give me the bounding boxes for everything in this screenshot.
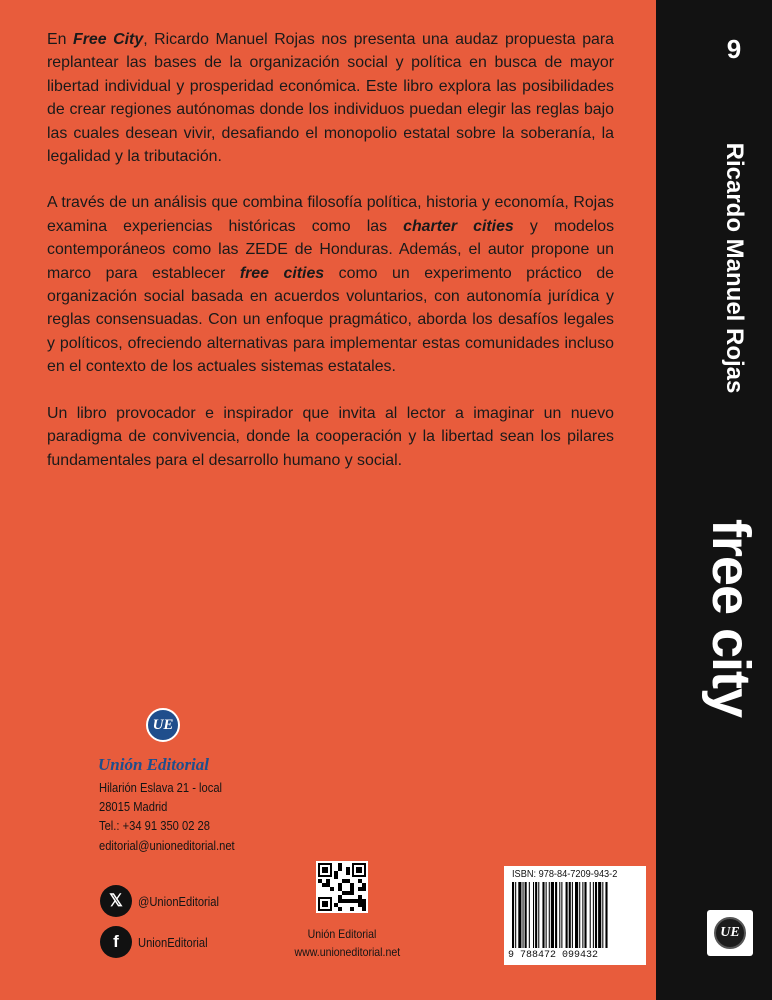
facebook-handle: UnionEditorial xyxy=(138,934,208,950)
book-title-emphasis: Free City xyxy=(73,31,144,48)
blurb-paragraph-1: En Free City, Ricardo Manuel Rojas nos presenta una audaz propuesta para replantear las bases de la organización social y política en busca de mayor libertad individual y prosperidad económica. Este libro explora las posibilidades de crear regiones autónomas donde los individuos puedan elegir las reglas bajo las cuales desean vivir, desafiando el monopolio estatal sobre la soberanía, la legalidad y la tributación. xyxy=(47,31,614,166)
publisher-name: Unión Editorial xyxy=(98,755,210,774)
social-facebook xyxy=(100,926,219,958)
spine-volume-number: 9 xyxy=(726,34,742,64)
spine-publisher-logo xyxy=(707,910,753,956)
publisher-phone: Tel.: +34 91 350 02 28 xyxy=(99,818,210,834)
publisher-email: editorial@unioneditorial.net xyxy=(99,837,235,853)
qr-caption xyxy=(288,925,401,961)
blurb-paragraph-3: Un libro provocador e inspirador que invita al lector a imaginar un nuevo paradigma de convivencia, donde la cooperación y la libertad sean los pilares fundamentales para el desarrollo humano y social. xyxy=(47,404,614,469)
blurb-text xyxy=(47,28,614,495)
spine-author: Ricardo Manuel Rojas xyxy=(721,142,748,394)
isbn-digits: 9 788472 099432 xyxy=(508,950,599,961)
publisher-contact xyxy=(99,778,235,855)
qr-caption-url: www.unioneditorial.net xyxy=(294,945,401,959)
publisher-address-line1: Hilarión Eslava 21 - local xyxy=(99,780,223,795)
publisher-logo-icon: UE xyxy=(146,708,180,742)
qr-code-icon xyxy=(316,861,368,913)
spine-logo-icon: UE xyxy=(714,917,746,949)
x-handle: @UnionEditorial xyxy=(138,893,219,909)
barcode-icon xyxy=(510,882,640,948)
isbn-label: ISBN: 978-84-7209-943-2 xyxy=(512,869,618,880)
blurb-paragraph-2: A través de un análisis que combina filosofía política, historia y economía, Rojas examina experiencias históricas como las charter cities y modelos contemporáneos como las ZEDE de Honduras. Además, el autor propone un marco para establecer free cities como un experimento práctico de organización social basada en acuerdos voluntarios, con autonomía jurídica y reglas consensuadas. Con un enfoque pragmático, aborda los desafíos legales y políticos, ofreciendo alternativas para implementar estas comunidades incluso en el contexto de los actuales sistemas estatales. xyxy=(47,194,615,376)
book-spine xyxy=(656,0,772,1000)
free-cities-emphasis: free cities xyxy=(239,264,325,282)
qr-caption-name: Unión Editorial xyxy=(307,927,377,941)
x-logo-icon: 𝕏 xyxy=(100,885,132,917)
spine-title: free city xyxy=(701,518,761,718)
isbn-barcode-box xyxy=(504,866,646,965)
publisher-address-line2: 28015 Madrid xyxy=(99,799,168,815)
charter-cities-emphasis: charter cities xyxy=(403,217,514,235)
social-x xyxy=(100,885,232,917)
facebook-logo-icon: f xyxy=(100,926,132,958)
